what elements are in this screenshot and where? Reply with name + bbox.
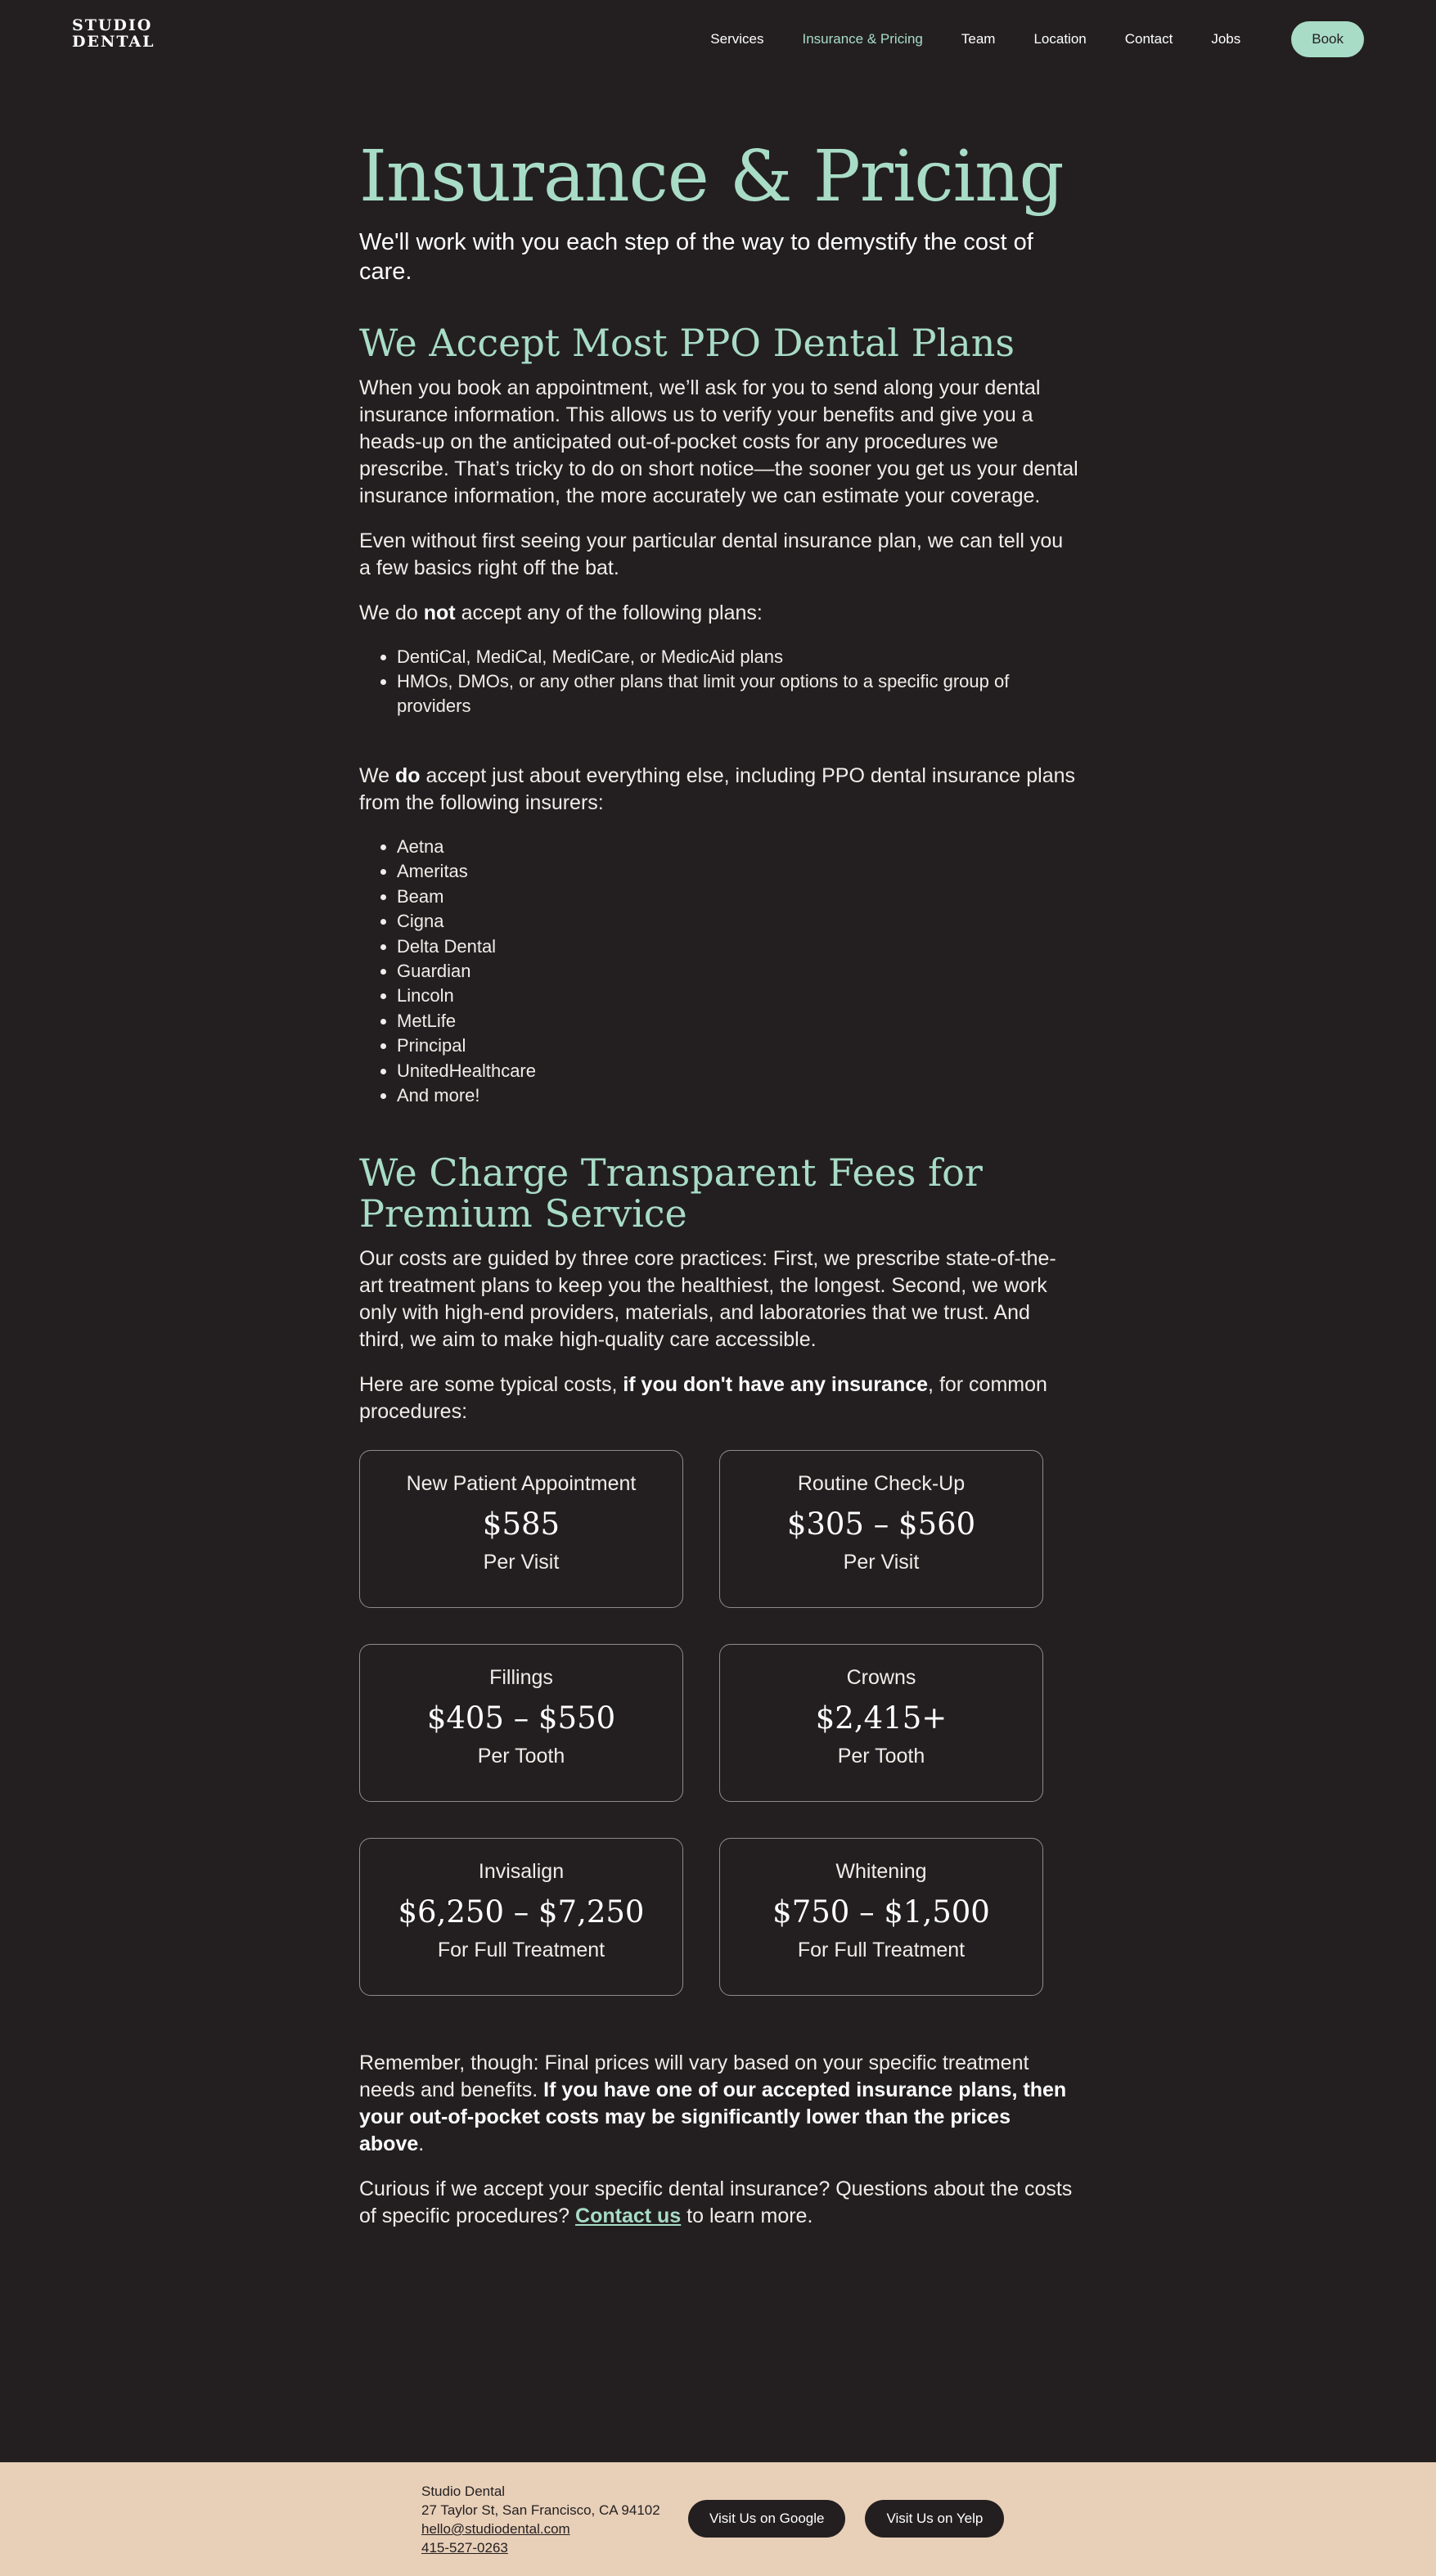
book-button[interactable]: Book	[1291, 21, 1364, 57]
card-price: $405 – $550	[426, 1700, 616, 1736]
accepted-intro: We do accept just about everything else, including PPO dental insurance plans from the following insurers:	[359, 764, 1076, 814]
logo-line1: STUDIO	[72, 16, 153, 34]
curious-paragraph: Curious if we accept your specific dental insurance? Questions about the costs of specific procedures? Contact us to learn more.	[359, 2177, 1073, 2228]
card-unit: Per Tooth	[477, 1745, 565, 1768]
card-price: $6,250 – $7,250	[398, 1894, 645, 1930]
price-card-fillings	[359, 1644, 683, 1802]
remember-paragraph: Remember, though: Final prices will vary based on your specific treatment needs and benefits. If you have one of our accepted insurance plans, then your out-of-pocket costs may be significantly lower than the prices above.	[359, 2051, 1067, 2156]
core-practices-paragraph: Our costs are guided by three core practices: First, we prescribe state-of-the-art treatment plans to keep you the healthiest, the longest. Second, we work only with high-end providers, materials, and laboratories that we trust. And third, we aim to make high-quality care accessible.	[359, 1247, 1056, 1352]
nav-location[interactable]: Location	[1033, 31, 1087, 47]
card-unit: For Full Treatment	[797, 1939, 966, 1962]
logo[interactable]	[72, 17, 155, 50]
list-item: • Ameritas	[397, 859, 1079, 884]
visit-yelp-button[interactable]: Visit Us on Yelp	[865, 2500, 1004, 2538]
list-item: • Aetna	[397, 835, 1079, 859]
price-card-whitening	[719, 1838, 1043, 1996]
not-accepted-list	[359, 645, 1079, 718]
list-item: • MetLife	[397, 1009, 1079, 1034]
basics-paragraph: Even without first seeing your particular dental insurance plan, we can tell you a few basics right off the bat.	[359, 529, 1064, 579]
price-card-checkup	[719, 1450, 1043, 1608]
nav-jobs[interactable]: Jobs	[1211, 31, 1241, 47]
nav-team[interactable]: Team	[961, 31, 996, 47]
card-title: Invisalign	[478, 1860, 565, 1884]
card-title: Routine Check-Up	[797, 1472, 966, 1496]
footer-phone-link[interactable]: 415-527-0263	[421, 2540, 508, 2556]
list-item: • Guardian	[397, 959, 1079, 984]
card-unit: For Full Treatment	[437, 1939, 605, 1962]
nav-contact[interactable]: Contact	[1124, 31, 1173, 47]
list-item: • And more!	[397, 1083, 1079, 1108]
site-header	[0, 0, 1436, 65]
visit-google-button[interactable]: Visit Us on Google	[688, 2500, 845, 2538]
card-price: $585	[482, 1506, 560, 1542]
not-accepted-intro: We do not accept any of the following plans:	[359, 601, 763, 624]
site-footer	[0, 2462, 1436, 2576]
card-price: $305 – $560	[786, 1506, 976, 1542]
typical-costs-intro: Here are some typical costs, if you don't have any insurance, for common procedures:	[359, 1373, 1047, 1424]
page-title: Insurance & Pricing	[359, 136, 1064, 218]
list-item: • DentiCal, MediCal, MediCare, or MedicAid plans	[397, 645, 1079, 669]
list-item: • Delta Dental	[397, 934, 1079, 959]
list-item: • Cigna	[397, 909, 1079, 934]
list-item: • Beam	[397, 885, 1079, 909]
card-price: $750 – $1,500	[772, 1894, 990, 1930]
nav-insurance-pricing[interactable]: Insurance & Pricing	[802, 31, 923, 47]
list-item: • Principal	[397, 1034, 1079, 1058]
card-unit: Per Visit	[843, 1551, 920, 1574]
contact-us-link[interactable]: Contact us	[575, 2204, 682, 2228]
insurance-intro-paragraph: When you book an appointment, we’ll ask for you to send along your dental insurance information. This allows us to verify your benefits and give you a heads-up on the anticipated out-of-pocket costs for any procedures we prescribe. That’s tricky to do on short notice—the sooner you get us your dental insurance information, the more accurately we can estimate your coverage.	[359, 376, 1078, 507]
card-price: $2,415+	[815, 1700, 948, 1736]
card-title: Fillings	[489, 1666, 553, 1690]
page-subtitle: We'll work with you each step of the way to demystify the cost of care.	[359, 229, 1033, 285]
section-heading-ppo: We Accept Most PPO Dental Plans	[359, 321, 1015, 365]
list-item: • HMOs, DMOs, or any other plans that limit your options to a specific group of providers	[397, 669, 1079, 718]
list-item: • Lincoln	[397, 984, 1079, 1008]
price-card-invisalign	[359, 1838, 683, 1996]
main-content	[359, 137, 1079, 2248]
insurer-list	[359, 835, 1079, 1108]
main-nav	[672, 21, 1364, 57]
logo-line2: DENTAL	[72, 33, 155, 51]
price-cards	[359, 1450, 1079, 1996]
card-title: Crowns	[846, 1666, 916, 1690]
card-title: New Patient Appointment	[406, 1472, 637, 1496]
list-item: • UnitedHealthcare	[397, 1059, 1079, 1083]
price-card-crowns	[719, 1644, 1043, 1802]
footer-email-link[interactable]: hello@studiodental.com	[421, 2521, 570, 2537]
section-heading-fees: We Charge Transparent Fees for Premium Service	[359, 1151, 983, 1236]
footer-business-name: Studio Dental	[421, 2484, 506, 2499]
card-title: Whitening	[835, 1860, 927, 1884]
footer-address: 27 Taylor St, San Francisco, CA 94102	[421, 2502, 660, 2518]
card-unit: Per Tooth	[837, 1745, 925, 1768]
nav-services[interactable]: Services	[710, 31, 764, 47]
footer-contact-info	[421, 2482, 660, 2557]
footer-buttons	[688, 2500, 1024, 2538]
card-unit: Per Visit	[483, 1551, 560, 1574]
price-card-new-patient	[359, 1450, 683, 1608]
